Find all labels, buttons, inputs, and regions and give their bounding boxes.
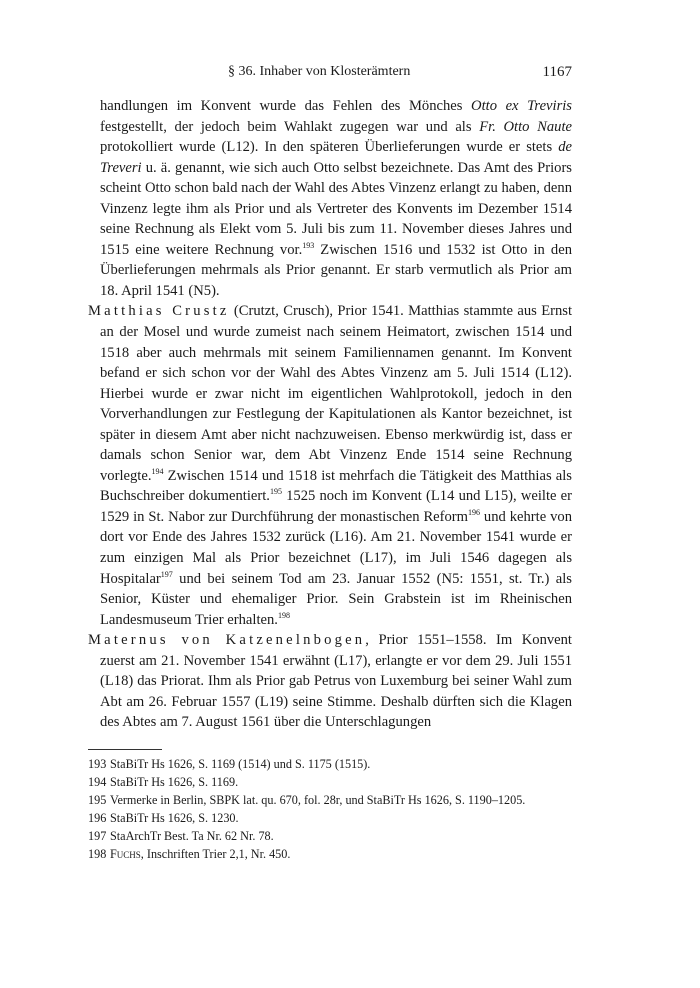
footnote (88, 846, 572, 864)
page-number: 1167 (542, 64, 572, 80)
footnote-number: 196 (88, 810, 107, 825)
entry-maternus-von-katzenelnbogen: Maternus von Katzenelnbogen, Prior 1551–1558. Im Konvent zuerst am 21. November 1541 erwähnt (L17), erlangte er vor dem 29. Juli 1551 (L18) das Priorat. Ihm als Prior gab Petrus von Luxemburg bei seiner Wahl zum Abt am 26. Februar 1557 (L19) seine Stimme. Deshalb dürften sich die Klagen des Abtes am 7. August 1561 über die Unterschlagungen (88, 632, 572, 731)
footnote-number: 197 (88, 828, 107, 843)
footnote (88, 774, 572, 792)
entry-otto-continuation: handlungen im Konvent wurde das Fehlen des Mönches Otto ex Treviris festgestellt, der jedoch beim Wahlakt zugegen war und als Fr. Otto Naute protokolliert wurde (L12). In den späteren Überlieferungen wurde er stets de Treveri u. ä. genannt, wie sich auch Otto selbst bezeichnete. Das Amt des Priors scheint Otto schon bald nach der Wahl des Abtes Vinzenz erlangt zu haben, denn Vinzenz legte ihm als Prior und als Vertreter des Konvents im Dezember 1514 seine Rechnung als Elekt vom 5. Juli bis zum 11. November dieses Jahres und 1515 eine weitere Rechnung vor.$^{193}$ Zwischen 1516 und 1532 ist Otto in den Überlieferungen mehrmals als Prior genannt. Er starb vermutlich als Prior am 18. April 1541 (N5). (100, 98, 572, 299)
footnote-text: Fuchs, Inschriften Trier 2,1, Nr. 450. (110, 846, 291, 861)
footnote-text: StaBiTr Hs 1626, S. 1230. (110, 810, 239, 825)
running-head (88, 62, 572, 82)
footnote-number: 194 (88, 774, 107, 789)
footnote-text: StaBiTr Hs 1626, S. 1169 (1514) und S. 1175 (1515). (110, 757, 371, 771)
entry-matthias-crustz: Matthias Crustz (Crutzt, Crusch), Prior 1541. Matthias stammte aus Ernst an der Mosel und wurde zumeist nach seinem Heimatort, zwischen 1514 und 1518 aber auch mehrmals mit seinem Familiennamen genannt. Im Konvent befand er sich schon vor der Wahl des Abtes Vinzenz am 5. Juli 1514 (L12). Hierbei wurde er zwar nicht im eigentlichen Wahlprotokoll, jedoch in den Vorverhandlungen zur Festlegung der Kapitulationen als Kantor bezeichnet, ist später in diesem Amt aber nicht nachzuweisen. Ebenso merkwürdig ist, dass er damals schon Senior war, dem Abt Vinzenz Ende 1514 seine Rechnung vorlegte.$^{194}$ Zwischen 1514 und 1518 ist mehrfach die Tätigkeit des Matthias als Buchschreiber dokumentiert.$^{195}$ 1525 noch im Konvent (L14 und L15), weilte er 1529 in St. Nabor zur Durchführung der monastischen Reform$^{196}$ und kehrte von dort vor Ende des Jahres 1532 zurück (L16). Am 21. November 1541 wurde er zum einzigen Mal als Prior bezeichnet (L17), im Juli 1546 dagegen als Hospitalar$^{197}$ und bei seinem Tod am 23. Januar 1552 (N5: 1551, st. Tr.) als Senior, Küster und ehemaliger Prior. Sein Grabstein ist im Rheinischen Landesmuseum Trier erhalten.$^{198}$ (88, 303, 573, 628)
footnote (88, 792, 572, 810)
main-text (88, 96, 572, 733)
footnote-separator (88, 749, 162, 750)
footnote-text: StaArchTr Best. Ta Nr. 62 Nr. 78. (110, 828, 274, 843)
footnote (88, 828, 572, 846)
footnotes (88, 756, 572, 863)
footnote (88, 756, 572, 774)
footnote-number: 198 (88, 846, 107, 861)
footnote-number: 195 (88, 792, 107, 807)
running-head-title: § 36. Inhaber von Klosterämtern (228, 64, 411, 79)
footnote-text: Vermerke in Berlin, SBPK lat. qu. 670, fol. 28r, und StaBiTr Hs 1626, S. 1190–1205. (110, 792, 526, 807)
footnote-text: StaBiTr Hs 1626, S. 1169. (110, 774, 239, 789)
footnote-number: 193 (88, 757, 107, 771)
footnote (88, 810, 572, 828)
